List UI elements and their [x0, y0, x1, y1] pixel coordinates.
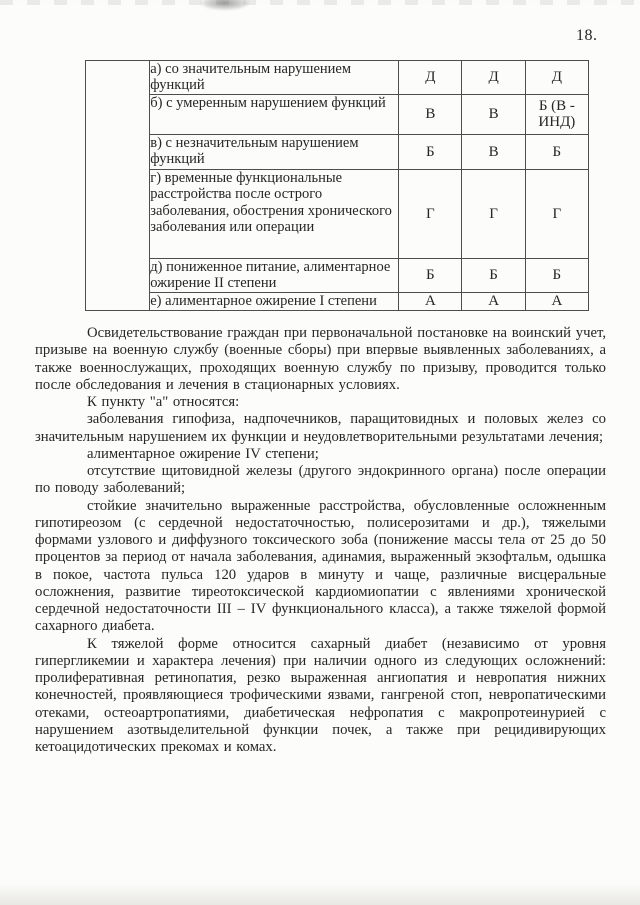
paragraph: стойкие значительно выраженные расстройства, обусловленные осложненным гипотиреозом (с сердечной недостаточностью, полисерозитами и др.), тяжелыми формами узлового и диффузного токсического зоба (понижение массы тела от 25 до 50 процентов за период от начала заболевания, адинамия, выраженный экзофтальм, одышка в покое, частота пульса 120 ударов в минуту и чаще, различные висцеральные осложнения, развитие тиреотоксической кардиомиопатии с явлениями хронической сердечной недостаточности III – IV функционального класса), а также тяжелой формой сахарного диабета.: [35, 497, 606, 635]
table-row: [86, 61, 589, 95]
table-cell-empty: [86, 61, 150, 311]
grading-table: [85, 60, 589, 311]
table-cell-description: г) временные функциональные расстройства после острого заболевания, обострения хронического заболевания или операции: [150, 169, 399, 258]
table-cell-category-3: Б (В - ИНД): [525, 94, 588, 134]
paper-edge-shadow: [0, 883, 640, 905]
table-cell-description: е) алиментарное ожирение I степени: [150, 292, 399, 310]
paragraph: алиментарное ожирение IV степени;: [87, 445, 319, 462]
table-row: [86, 292, 589, 310]
paragraph: заболевания гипофиза, надпочечников, паращитовидных и половых желез со значительным нарушением их функции и неудовлетворительными результатами лечения;: [35, 411, 606, 445]
table-cell-category-1: Г: [399, 169, 462, 258]
paragraph: К пункту "а" относятся:: [87, 394, 240, 410]
paragraph: К тяжелой форме относится сахарный диабет (независимо от уровня гипергликемии и характера лечения) при наличии одного из следующих осложнений: пролиферативная ретинопатия, резко выраженная ангиопатия и невропатия нижних конечностей, проявляющиеся трофическими язвами, гангреной стоп, невропатическими отеками, остеоартропатиями, диабетическая нефропатия с макропротеинурией с нарушением азотвыделительной функции почек, а также при рецидивирующих кетоацидотических прекомах и комах.: [35, 635, 606, 755]
table-cell-category-3: А: [525, 292, 588, 310]
table-cell-category-1: Б: [399, 134, 462, 169]
table-cell-category-1: Д: [399, 61, 462, 95]
table-cell-category-2: В: [462, 94, 525, 134]
table-cell-category-1: В: [399, 94, 462, 134]
table-row: [86, 258, 589, 292]
table-cell-category-1: Б: [399, 258, 462, 292]
table-row: [86, 169, 589, 258]
table-cell-category-3: Г: [525, 169, 588, 258]
table-cell-description: в) с незначительным нарушением функций: [150, 134, 399, 169]
table-cell-category-2: В: [462, 134, 525, 169]
table-cell-category-3: Д: [525, 61, 588, 95]
table-cell-description: д) пониженное питание, алиментарное ожирение II степени: [150, 258, 399, 292]
table-cell-category-3: Б: [525, 134, 588, 169]
table-cell-category-2: А: [462, 292, 525, 310]
table-cell-category-2: Г: [462, 169, 525, 258]
page-number: 18.: [576, 27, 598, 44]
table-cell-description: а) со значительным нарушением функций: [150, 61, 399, 95]
scan-smudge: [201, 0, 249, 10]
table-cell-description: б) с умеренным нарушением функций: [150, 94, 399, 134]
scan-noise-band: [0, 0, 640, 5]
table-cell-category-2: Д: [462, 61, 525, 95]
table-cell-category-3: Б: [525, 258, 588, 292]
table-cell-category-1: А: [399, 292, 462, 310]
paragraph: Освидетельствование граждан при первоначальной постановке на воинский учет, призыве на военную службу (военные сборы) при впервые выявленных заболеваниях, а также военнослужащих, проходящих военную службу по призыву, проводится только после обследования и лечения в стационарных условиях.: [35, 325, 606, 393]
table-row: [86, 94, 589, 134]
table-row: [86, 134, 589, 169]
paragraph: отсутствие щитовидной железы (другого эндокринного органа) после операции по поводу заболеваний;: [35, 463, 606, 497]
table-cell-category-2: Б: [462, 258, 525, 292]
document-body: [35, 325, 606, 756]
